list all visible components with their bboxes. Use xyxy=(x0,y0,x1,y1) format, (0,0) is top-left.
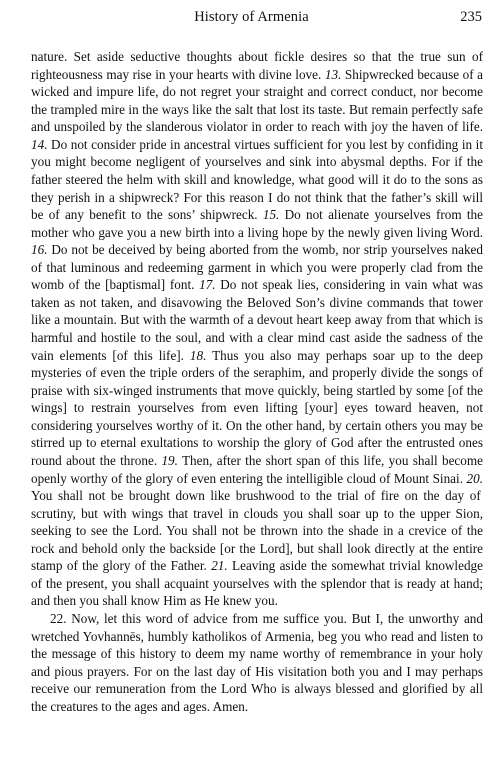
verse-number: 21. xyxy=(211,558,228,574)
verse-number: 18. xyxy=(189,347,207,363)
paragraph-text: nature. Set aside seductive thoughts about fickle desires so that the true sun of righteousness may rise in your hearts with divine love. xyxy=(31,49,483,82)
verse-number: 13. xyxy=(324,66,342,82)
paragraph-text: Then, after the short span of this life, you shall become openly worthy of the glory of even entering the intelligible cloud of Mount Sinai. xyxy=(31,452,483,486)
paragraph-text: Do not be deceived by being aborted from the womb, nor strip yourselves naked of that luminous and redeeming garment in which you were properly clad from the womb of the [baptismal] font. xyxy=(31,242,483,293)
paragraph-text: Do not speak lies, considering in vain what was taken as not taken, and disavowing the Beloved Son’s divine commands that tower like a mountain. But with the warmth of a devout heart keep away from that which is harmful and hostile to the soul, and with a clear mind cast aside the sadness of the vain elements [of this life]. xyxy=(31,277,483,363)
paragraph-text: Leaving aside the somewhat trivial knowledge of the present, you shall acquaint yourselves with the splendor that is ready at hand; and then you shall know Him as He knew you. xyxy=(31,558,483,609)
body-text xyxy=(31,48,483,715)
running-head-title: History of Armenia xyxy=(194,9,309,25)
paragraph-text: Shipwrecked because of a wicked and impure life, do not regret your straight and correct conduct, nor become the trampled mire in the ways like the salt that lost its taste. But remain perfectly safe and unspoiled by the slanderous violator in order to reach with joy the haven of life. xyxy=(31,66,483,135)
paragraph-text: Do not consider pride in ancestral virtues sufficient for you lest by confiding in it you might become negligent of yourselves and sink into abysmal depths. For if the father steered the helm with skill and knowledge, what good will it do to the sons as they perish in a shipwreck? For this reason I do not think that the father’s skill will be of any benefit to the sons’ shipwreck. xyxy=(31,136,483,223)
verse-number: 16. xyxy=(31,242,48,258)
paragraph-text: Thus you also may perhaps soar up to the deep mysteries of even the triple orders of the seraphim, and properly divide the songs of praise with six-winged instruments that move quickly, being startled by some [of the wings] to restrain yourselves from even lifting [your] eyes toward heaven, not considering yourselves worthy of it. On the other hand, by certain others you may be stirred up to eternal exultations to worship the glory of God after the entrusted ones round about the throne. xyxy=(31,347,483,468)
paragraph-text: 22. Now, let this word of advice from me suffice you. But I, the unworthy and wretched Yovhannēs, humbly katholikos of Armenia, beg you who read and listen to the message of this history to deem my name worthy of remembrance in your holy and pious prayers. For on the last day of His visitation both you and I may perhaps receive our remuneration from the Lord Who is always blessed and glorified by all the creatures to the ages and ages. Amen. xyxy=(31,611,483,714)
verse-number: 17. xyxy=(199,277,216,293)
paragraph-text: You shall not be brought down like brushwood to the trial of fire on the day of scrutiny, but with wings that travel in clouds you shall soar up to the upper Sion, seeking to see the Lord. You shall not be thrown into the shade in a crevice of the rock and behold only the backside [or the Lord], but shall look directly at the entire stamp of the glory of the Father. xyxy=(31,488,483,574)
verse-number: 15. xyxy=(262,207,280,223)
page-number: 235 xyxy=(460,9,482,25)
paragraph xyxy=(31,610,483,715)
paragraph xyxy=(31,48,483,610)
running-head xyxy=(0,0,503,28)
verse-number: 20. xyxy=(466,470,483,486)
paragraph-text: Do not alienate yourselves from the mother who gave you a new birth into a living hope by the newly given living Word. xyxy=(31,207,483,240)
verse-number: 19. xyxy=(161,452,178,468)
verse-number: 14. xyxy=(31,136,48,152)
